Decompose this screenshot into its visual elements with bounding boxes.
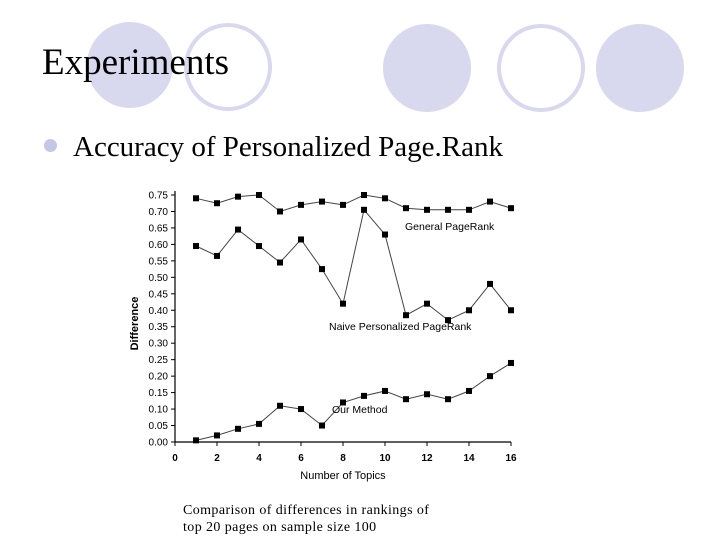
bullet-text: Accuracy of Personalized Page.Rank — [73, 131, 504, 163]
x-axis-title: Number of Topics — [300, 470, 386, 482]
y-tick-label: 0.55 — [148, 256, 168, 268]
y-axis-title: Difference — [129, 296, 141, 351]
caption-line-2: top 20 pages on sample size 100 — [183, 520, 377, 535]
data-point — [319, 199, 325, 205]
data-point — [256, 192, 262, 198]
figure-caption — [183, 502, 429, 536]
y-tick-label: 0.60 — [148, 239, 168, 251]
data-point — [319, 266, 325, 272]
data-point — [298, 406, 304, 412]
series-label: Our Method — [332, 404, 388, 416]
data-point — [403, 205, 409, 211]
x-tick-label: 6 — [298, 453, 304, 464]
data-point — [277, 260, 283, 266]
data-point — [340, 301, 346, 307]
series-line — [196, 363, 511, 440]
data-point — [319, 423, 325, 429]
x-tick-label: 16 — [505, 453, 517, 464]
data-point — [235, 194, 241, 200]
y-tick-label: 0.50 — [148, 272, 168, 284]
data-point — [403, 312, 409, 318]
data-point — [445, 396, 451, 402]
y-tick-label: 0.25 — [148, 355, 168, 367]
data-point — [235, 227, 241, 233]
data-point — [382, 195, 388, 201]
y-tick-label: 0.40 — [148, 305, 168, 317]
data-point — [298, 236, 304, 242]
y-tick-label: 0.45 — [148, 289, 168, 301]
series-label: Naive Personalized PageRank — [329, 321, 472, 333]
data-point — [424, 391, 430, 397]
data-point — [214, 432, 220, 438]
y-tick-label: 0.05 — [148, 421, 168, 433]
data-point — [193, 243, 199, 249]
data-point — [424, 301, 430, 307]
data-point — [466, 207, 472, 213]
y-tick-label: 0.65 — [148, 223, 168, 235]
x-tick-label: 8 — [340, 453, 346, 464]
x-tick-label: 0 — [172, 453, 178, 464]
y-tick-label: 0.30 — [148, 338, 168, 350]
data-point — [193, 437, 199, 443]
data-point — [361, 207, 367, 213]
data-point — [340, 202, 346, 208]
data-point — [424, 207, 430, 213]
series-label: General PageRank — [405, 221, 495, 233]
x-tick-label: 2 — [214, 453, 220, 464]
y-tick-label: 0.10 — [148, 404, 168, 416]
data-point — [508, 205, 514, 211]
x-tick-label: 12 — [421, 453, 433, 464]
data-point — [298, 202, 304, 208]
data-point — [256, 421, 262, 427]
data-point — [214, 200, 220, 206]
caption-line-1: Comparison of differences in rankings of — [183, 503, 430, 518]
data-point — [361, 393, 367, 399]
data-point — [235, 426, 241, 432]
data-point — [256, 243, 262, 249]
y-tick-label: 0.70 — [148, 206, 168, 218]
x-tick-label: 10 — [379, 453, 391, 464]
data-point — [487, 373, 493, 379]
x-tick-label: 4 — [256, 453, 262, 464]
y-tick-label: 0.20 — [148, 371, 168, 383]
y-tick-label: 0.75 — [148, 190, 168, 202]
data-point — [508, 360, 514, 366]
data-point — [403, 396, 409, 402]
data-point — [445, 207, 451, 213]
data-point — [466, 388, 472, 394]
data-point — [466, 307, 472, 313]
data-point — [382, 232, 388, 238]
data-point — [382, 388, 388, 394]
data-point — [277, 208, 283, 214]
data-point — [487, 199, 493, 205]
data-point — [214, 253, 220, 259]
slide-title: Experiments — [42, 42, 230, 83]
data-point — [487, 281, 493, 287]
data-point — [193, 195, 199, 201]
y-tick-label: 0.15 — [148, 388, 168, 400]
data-point — [508, 307, 514, 313]
y-tick-label: 0.00 — [148, 437, 168, 449]
data-point — [361, 192, 367, 198]
series-line — [196, 195, 511, 212]
data-point — [277, 403, 283, 409]
x-tick-label: 14 — [463, 453, 475, 464]
y-tick-label: 0.35 — [148, 322, 168, 334]
